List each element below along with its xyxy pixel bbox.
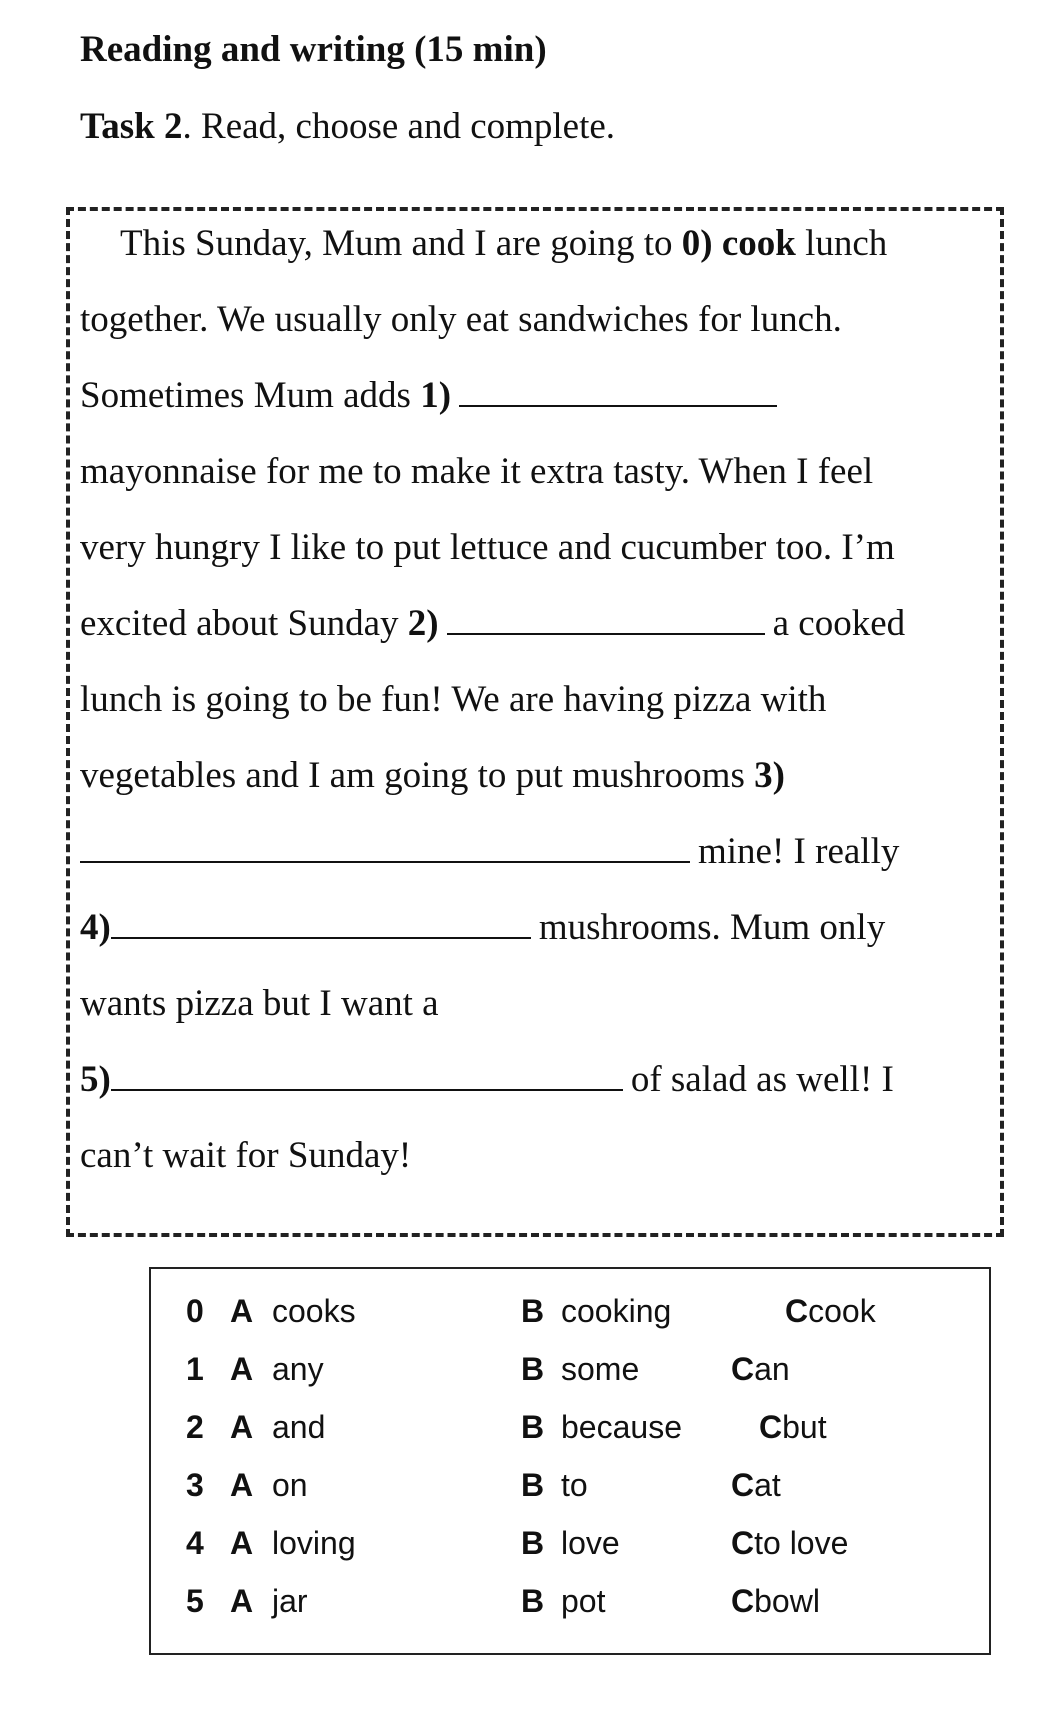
option-a[interactable]: on bbox=[272, 1467, 308, 1503]
option-a[interactable]: loving bbox=[272, 1525, 356, 1561]
answer-blank-5[interactable] bbox=[111, 1059, 623, 1091]
option-row-1: 1 A any B some Can bbox=[186, 1351, 790, 1387]
option-b[interactable]: love bbox=[561, 1525, 620, 1561]
option-b[interactable]: cooking bbox=[561, 1293, 672, 1329]
option-c[interactable]: Cbowl bbox=[731, 1583, 820, 1619]
answer-blank-3[interactable] bbox=[80, 831, 690, 863]
passage-line-12: 5) of salad as well! I bbox=[80, 1059, 894, 1100]
option-b[interactable]: to bbox=[561, 1467, 588, 1503]
option-row-0: 0 A cooks B cooking Ccook bbox=[186, 1293, 876, 1329]
answer-blank-4[interactable] bbox=[111, 907, 531, 939]
option-c[interactable]: Cbut bbox=[759, 1409, 827, 1445]
option-b[interactable]: because bbox=[561, 1409, 682, 1445]
passage-line-6: excited about Sunday 2) a cooked bbox=[80, 603, 906, 644]
passage-line-10: 4) mushrooms. Mum only bbox=[80, 907, 886, 948]
answer-blank-2[interactable] bbox=[447, 603, 765, 635]
option-a[interactable]: and bbox=[272, 1409, 326, 1445]
option-b[interactable]: pot bbox=[561, 1583, 606, 1619]
task-label: Task 2 bbox=[80, 106, 183, 147]
option-a[interactable]: jar bbox=[272, 1583, 308, 1619]
passage-line-1: This Sunday, Mum and I are going to 0) cook lunch bbox=[120, 223, 888, 264]
passage-line-8: vegetables and I am going to put mushrooms 3) bbox=[80, 755, 785, 796]
option-a[interactable]: cooks bbox=[272, 1293, 356, 1329]
option-a[interactable]: any bbox=[272, 1351, 324, 1387]
option-c[interactable]: Cto love bbox=[731, 1525, 849, 1561]
option-row-2: 2 A and B because Cbut bbox=[186, 1409, 827, 1445]
passage-line-2: together. We usually only eat sandwiches for lunch. bbox=[80, 299, 842, 340]
passage-line-5: very hungry I like to put lettuce and cucumber too. I’m bbox=[80, 527, 895, 568]
section-heading: Reading and writing (15 min) bbox=[80, 29, 547, 70]
task-instruction bbox=[80, 105, 615, 148]
answer-options-box bbox=[149, 1267, 991, 1655]
example-answer: 0) cook bbox=[681, 223, 796, 264]
option-c[interactable]: Can bbox=[731, 1351, 790, 1387]
option-c[interactable]: Ccook bbox=[785, 1293, 876, 1329]
passage-line-4: mayonnaise for me to make it extra tasty. When I feel bbox=[80, 451, 874, 492]
task-text: . Read, choose and complete. bbox=[182, 106, 616, 147]
option-row-4: 4 A loving B love Cto love bbox=[186, 1525, 849, 1561]
option-b[interactable]: some bbox=[561, 1351, 640, 1387]
passage-line-11: wants pizza but I want a bbox=[80, 983, 439, 1024]
option-row-5: 5 A jar B pot Cbowl bbox=[186, 1583, 820, 1619]
option-row-3: 3 A on B to Cat bbox=[186, 1467, 781, 1503]
passage-line-7: lunch is going to be fun! We are having pizza with bbox=[80, 679, 827, 720]
passage-line-13: can’t wait for Sunday! bbox=[80, 1135, 412, 1176]
answer-blank-1[interactable] bbox=[459, 375, 777, 407]
passage-line-3: Sometimes Mum adds 1) bbox=[80, 374, 785, 418]
option-c[interactable]: Cat bbox=[731, 1467, 781, 1503]
passage-line-9: mine! I really bbox=[80, 830, 899, 874]
